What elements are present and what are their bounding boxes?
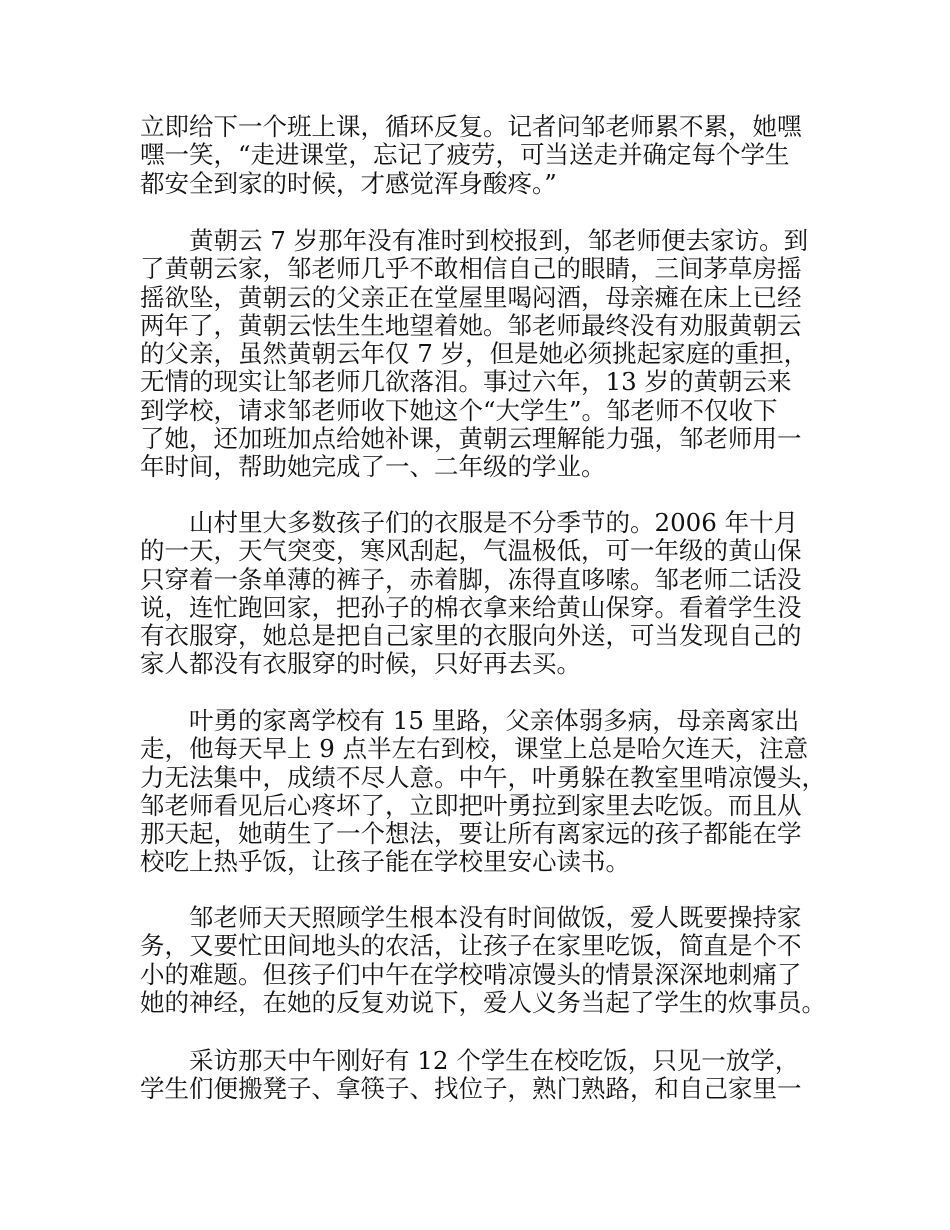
paragraph-3 xyxy=(140,509,840,679)
text-line: 立即给下一个班上课，循环反复。记者问邹老师累不累，她嘿 xyxy=(140,112,802,141)
text-line: 邹老师看见后心疼坏了，立即把叶勇拉到家里去吃饭。而且从 xyxy=(140,790,802,820)
text-line: 说，连忙跑回家，把孙子的棉衣拿来给黄山保穿。看着学生没 xyxy=(140,592,802,622)
text-line: 都安全到家的时候，才感觉浑身酸疼。” xyxy=(140,168,557,198)
text-line: 了她，还加班加点给她补课，黄朝云理解能力强，邹老师用一 xyxy=(140,424,802,454)
text-line: 的父亲，虽然黄朝云年仅 7 岁，但是她必须挑起家庭的重担， xyxy=(140,339,809,369)
text-line: 小的难题。但孩子们中午在学校啃凉馒头的情景深深地刺痛了 xyxy=(140,959,802,989)
text-line: 嘿一笑，“走进课堂，忘记了疲劳，可当送走并确定每个学生 xyxy=(140,140,790,170)
paragraph-4 xyxy=(140,707,840,877)
text-line: 了黄朝云家，邹老师几乎不敢相信自己的眼睛，三间茅草房摇 xyxy=(140,254,802,284)
text-line: 力无法集中，成绩不尽人意。中午，叶勇躲在教室里啃凉馒头， xyxy=(140,762,826,792)
paragraph-5 xyxy=(140,904,840,1017)
paragraph-6 xyxy=(140,1047,840,1104)
text-line: 无情的现实让邹老师几欲落泪。事过六年，13 岁的黄朝云来 xyxy=(140,367,792,397)
text-line: 那天起，她萌生了一个想法，要让所有离家远的孩子都能在学 xyxy=(140,819,802,849)
text-line: 采访那天中午刚好有 12 个学生在校吃饭，只见一放学， xyxy=(189,1046,800,1075)
text-line: 她的神经，在她的反复劝说下，爱人义务当起了学生的炊事员。 xyxy=(140,987,826,1017)
text-line: 走，他每天早上 9 点半左右到校，课堂上总是哈欠连天，注意 xyxy=(140,734,809,764)
text-line: 只穿着一条单薄的裤子，赤着脚，冻得直哆嗦。邹老师二话没 xyxy=(140,564,802,594)
text-line: 摇欲坠，黄朝云的父亲正在堂屋里喝闷酒，母亲瘫在床上已经 xyxy=(140,282,802,312)
text-line: 家人都没有衣服穿的时候，只好再去买。 xyxy=(140,649,581,679)
text-line: 两年了，黄朝云怯生生地望着她。邹老师最终没有劝服黄朝云 xyxy=(140,310,802,340)
paragraph-1 xyxy=(140,113,840,198)
text-line: 叶勇的家离学校有 15 里路，父亲体弱多病，母亲离家出 xyxy=(189,706,800,735)
text-line: 黄朝云 7 岁那年没有准时到校报到，邹老师便去家访。到 xyxy=(189,226,809,255)
paragraph-2 xyxy=(140,227,840,482)
text-line: 邹老师天天照顾学生根本没有时间做饭，爱人既要操持家 xyxy=(189,903,802,932)
text-line: 山村里大多数孩子们的衣服是不分季节的。2006 年十月 xyxy=(189,508,799,537)
text-line: 务，又要忙田间地头的农活，让孩子在家里吃饭，简直是个不 xyxy=(140,931,802,961)
text-line: 校吃上热乎饭，让孩子能在学校里安心读书。 xyxy=(140,847,630,877)
text-line: 学生们便搬凳子、拿筷子、找位子，熟门熟路，和自己家里一 xyxy=(140,1074,802,1104)
text-line: 年时间，帮助她完成了一、二年级的学业。 xyxy=(140,452,606,482)
text-line: 到学校，请求邹老师收下她这个“大学生”。邹老师不仅收下 xyxy=(140,395,778,425)
text-line: 有衣服穿，她总是把自己家里的衣服向外送，可当发现自己的 xyxy=(140,621,802,651)
text-line: 的一天，天气突变，寒风刮起，气温极低，可一年级的黄山保 xyxy=(140,536,802,566)
